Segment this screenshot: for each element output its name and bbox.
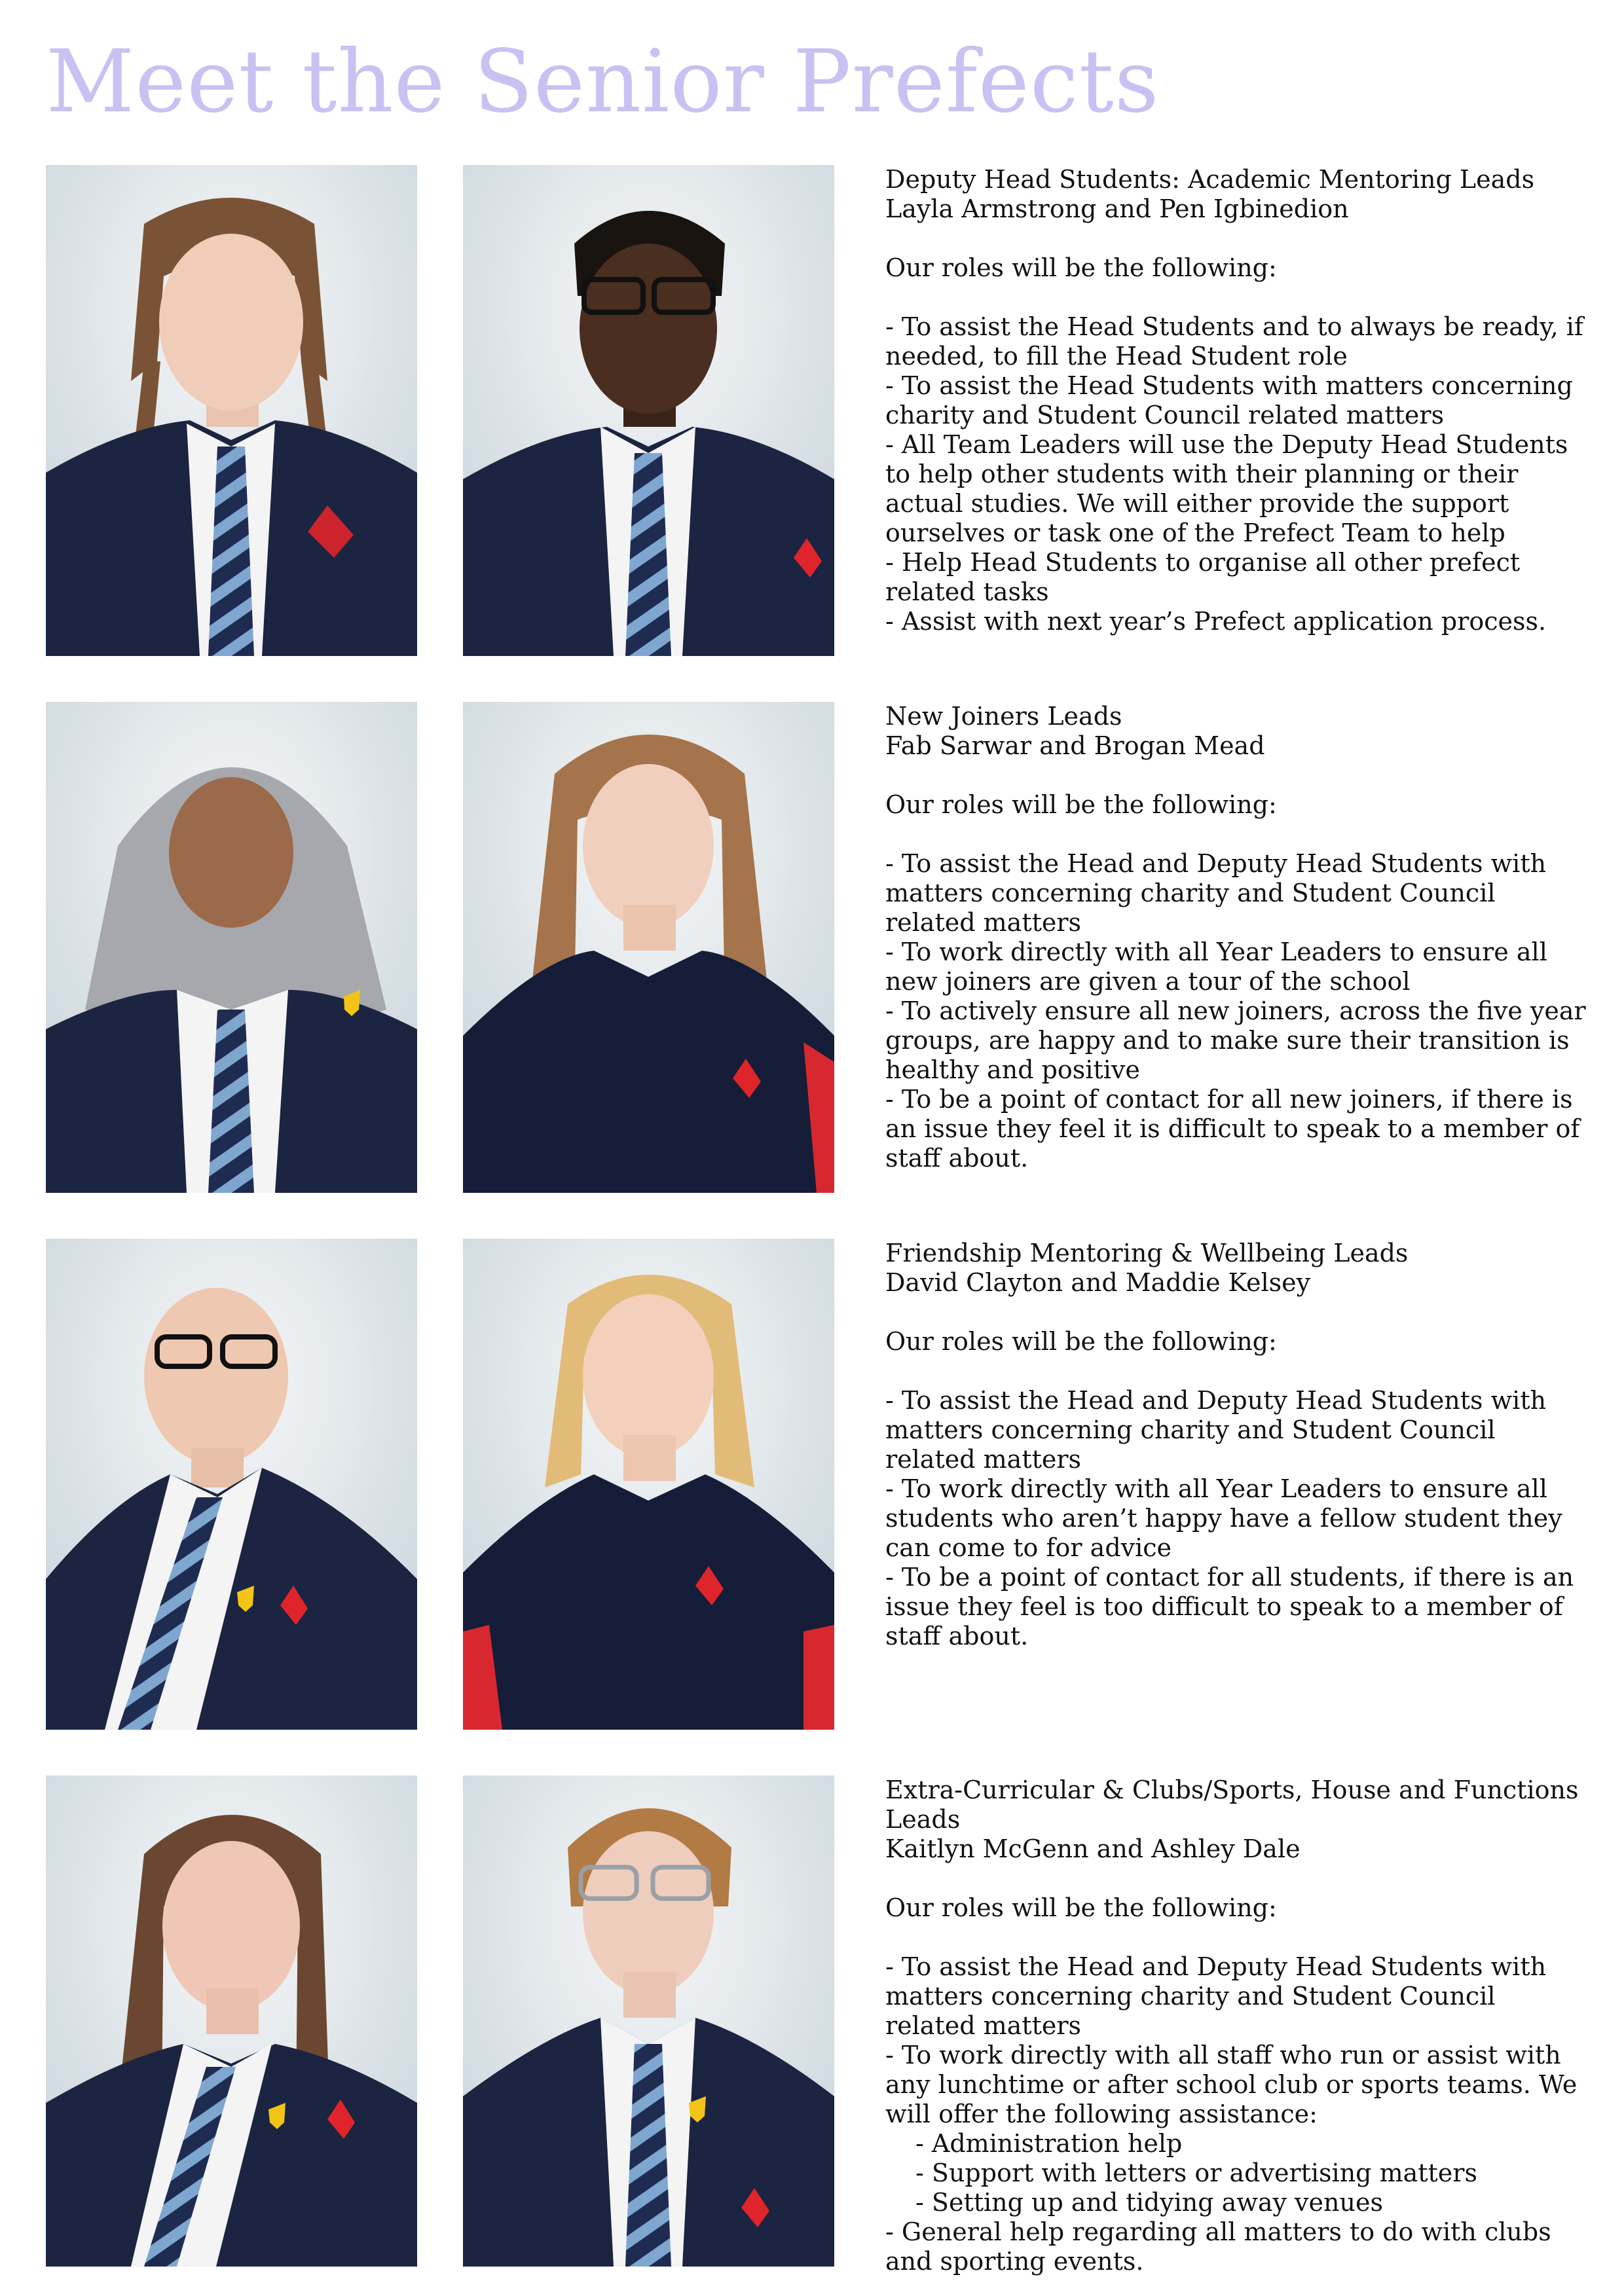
student-portrait-blazer-braids (46, 165, 417, 656)
list-item: - General help regarding all matters to do with clubs and sporting events. (885, 2217, 1551, 2276)
student-portrait-blazer-glasses (463, 1776, 834, 2267)
role-title: Friendship Mentoring & Wellbeing Leads (885, 1239, 1409, 1267)
list-item: - All Team Leaders will use the Deputy Head Students to help other students with their planning or their actual studies. We will either provide the support ourselves or task one of the Prefect Team to help (885, 430, 1568, 547)
role-title: Deputy Head Students: Academic Mentoring Leads (885, 165, 1535, 194)
portrait-photo (463, 702, 834, 1193)
student-portrait-blazer-glasses (463, 165, 834, 656)
list-item: - To assist the Head Students and to always be ready, if needed, to fill the Head Student role (885, 312, 1583, 371)
list-item: - To assist the Head and Deputy Head Students with matters concerning charity and Student Council related matters (885, 849, 1547, 937)
prefect-names: Kaitlyn McGenn and Ashley Dale (885, 1834, 1301, 1863)
list-subitem: - Setting up and tidying away venues (915, 2188, 1383, 2217)
portrait-photo (46, 702, 417, 1193)
roles-intro: Our roles will be the following: (885, 1327, 1277, 1356)
list-subitem: - Administration help (915, 2129, 1183, 2158)
portrait-photo (463, 165, 834, 656)
roles-intro: Our roles will be the following: (885, 790, 1277, 819)
portrait-photo (463, 1776, 834, 2267)
student-portrait-polo (463, 1239, 834, 1730)
roles-intro: Our roles will be the following: (885, 1893, 1277, 1922)
role-description (885, 1776, 1593, 2276)
role-description (885, 165, 1593, 636)
prefect-names: David Clayton and Maddie Kelsey (885, 1268, 1311, 1297)
portrait-photo (46, 165, 417, 656)
list-item: - To assist the Head and Deputy Head Students with matters concerning charity and Student Council related matters (885, 1386, 1547, 1474)
role-description (885, 1239, 1593, 1651)
roles-intro: Our roles will be the following: (885, 253, 1277, 282)
role-list (885, 1952, 1593, 2276)
list-item: - To assist the Head and Deputy Head Students with matters concerning charity and Student Council related matters (885, 1952, 1547, 2040)
role-list (885, 312, 1593, 636)
list-item: - To assist the Head Students with matters concerning charity and Student Council related matters (885, 371, 1573, 429)
prefect-section-extra-curricular (0, 1776, 1624, 2276)
list-item: - To work directly with all staff who run or assist with any lunchtime or after school club or sports teams. We will offer the following assistance: (885, 2041, 1578, 2128)
prefect-names: Fab Sarwar and Brogan Mead (885, 731, 1265, 760)
list-item: - To actively ensure all new joiners, across the five year groups, are happy and to make sure their transition is healthy and positive (885, 996, 1586, 1084)
prefect-section-wellbeing (0, 1239, 1624, 1730)
list-item: - Help Head Students to organise all other prefect related tasks (885, 548, 1521, 606)
prefect-section-academic (0, 165, 1624, 656)
list-subitem: - Support with letters or advertising matters (915, 2159, 1477, 2187)
portrait-photo (463, 1239, 834, 1730)
role-list (885, 849, 1593, 1173)
student-portrait-blazer-long-hair (46, 1776, 417, 2267)
list-item: - To be a point of contact for all new joiners, if there is an issue they feel it is difficult to speak to a member of staff about. (885, 1085, 1580, 1173)
student-portrait-hijab (46, 702, 417, 1193)
portrait-photo (46, 1776, 417, 2267)
role-description (885, 702, 1593, 1173)
list-item: - Assist with next year’s Prefect application process. (885, 607, 1547, 636)
prefect-names: Layla Armstrong and Pen Igbinedion (885, 194, 1349, 223)
portrait-photo (46, 1239, 417, 1730)
prefect-section-new-joiners (0, 702, 1624, 1193)
student-portrait-blazer-glasses (46, 1239, 417, 1730)
student-portrait-polo (463, 702, 834, 1193)
role-list (885, 1386, 1593, 1651)
list-item: - To work directly with all Year Leaders to ensure all new joiners are given a tour of the school (885, 938, 1547, 996)
role-title: Extra-Curricular & Clubs/Sports, House and Functions Leads (885, 1776, 1579, 1834)
list-item: - To work directly with all Year Leaders to ensure all students who aren’t happy have a fellow student they can come to for advice (885, 1474, 1562, 1562)
page-title: Meet the Senior Prefects (46, 31, 1160, 132)
list-item: - To be a point of contact for all students, if there is an issue they feel is too difficult to speak to a member of staff about. (885, 1563, 1574, 1650)
role-title: New Joiners Leads (885, 702, 1122, 731)
